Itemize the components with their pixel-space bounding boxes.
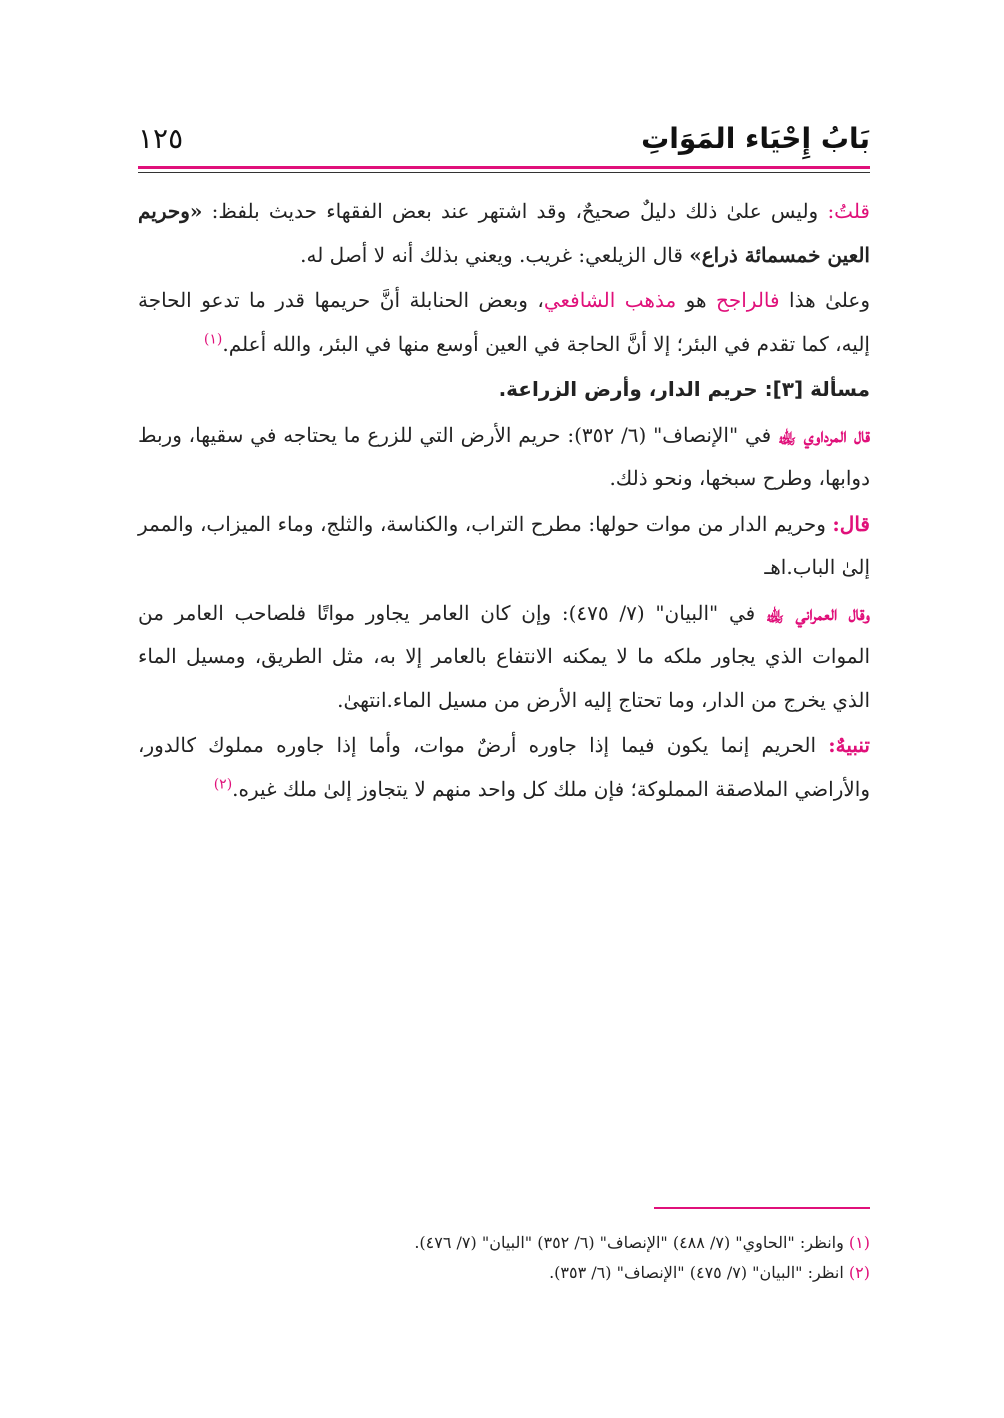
paragraph-6: [138, 724, 870, 811]
paragraph-4: [138, 503, 870, 590]
imrani-label: وقال العمراني ﵀: [765, 600, 870, 625]
paragraph-2-text: ، وبعض الحنابلة أنَّ حريمها قدر ما تدعو الحاجة إليه، كما تقدم في البئر؛ إلا أنَّ الحاجة في العين أوسع منها في البئر، والله أعلم.: [138, 288, 870, 356]
footnotes: [138, 1228, 870, 1288]
question-heading: [138, 368, 870, 412]
header-rule-dark: [138, 172, 870, 173]
paragraph-3: [138, 414, 870, 501]
paragraph-2: [138, 279, 870, 366]
footnote-2-number: (٢): [848, 1263, 870, 1282]
footnote-ref-1[interactable]: (١): [203, 330, 223, 347]
paragraph-2-is: هو: [676, 288, 716, 312]
paragraph-4-text: وحريم الدار من موات حولها: مطرح التراب، والكناسة، والثلج، وماء الميزاب، والممر إلىٰ الباب.اهـ: [138, 511, 870, 579]
paragraph-2-lead: وعلىٰ هذا: [779, 288, 871, 312]
paragraph-1: [138, 190, 870, 277]
chapter-title: بَابُ إِحْيَاء المَوَاتِ: [641, 122, 870, 155]
question-label: مسألة [٣]:: [764, 377, 870, 401]
paragraph-3-text: في "الإنصاف" (٦/ ٣٥٢): حريم الأرض التي للزرع ما يحتاجه في سقيها، وربط دوابها، وطرح سبخها، ونحو ذلك.: [138, 422, 870, 490]
footnote-2: [138, 1258, 870, 1288]
footnote-ref-2[interactable]: (٢): [213, 775, 233, 792]
question-title: حريم الدار، وأرض الزراعة.: [498, 377, 765, 401]
paragraph-1-text: وليس علىٰ ذلك دليلٌ صحيحٌ، وقد اشتهر عند بعض الفقهاء حديث بلفظ:: [202, 199, 828, 223]
footnote-separator: [654, 1207, 870, 1209]
footnote-1: [138, 1228, 870, 1258]
notice-label: تنبيهٌ:: [828, 733, 870, 757]
madhhab-label: مذهب الشافعي: [543, 288, 677, 312]
preferred-label: فالراجح: [715, 288, 780, 312]
mardawi-label: قال المرداوي ﵀: [778, 422, 871, 447]
footnote-2-text: انظر: "البيان" (٧/ ٤٧٥) "الإنصاف" (٦/ ٣٥٣).: [549, 1263, 849, 1282]
footnote-1-text: وانظر: "الحاوي" (٧/ ٤٨٨) "الإنصاف" (٦/ ٣٥٢) "البيان" (٧/ ٤٧٦).: [414, 1233, 849, 1252]
paragraph-6-text: الحريم إنما يكون فيما إذا جاوره أرضٌ موات، وأما إذا جاوره مملوك كالدور، والأراضي الملاصقة المملوكة؛ فإن ملك كل واحد منهم لا يتجاوز إلىٰ ملك غيره.: [138, 733, 870, 801]
body-text: [138, 190, 870, 813]
hadith-quote: «وحريم العين خمسمائة ذراع»: [138, 199, 870, 267]
header-rule-accent: [138, 166, 870, 169]
page-number: ١٢٥: [138, 122, 184, 155]
page-header: [138, 122, 870, 170]
said-label: قلتُ:: [827, 199, 870, 223]
qal-label: قال:: [832, 511, 870, 536]
footnote-1-number: (١): [848, 1233, 870, 1252]
paragraph-5-text: في "البيان" (٧/ ٤٧٥): وإن كان العامر يجاور مواتًا فلصاحب العامر من الموات الذي يجاور ملكه ما لا يمكنه الانتفاع بالعامر إلا به، مثل الطريق، ومسيل الماء الذي يخرج من الدار، وما تحتاج إليه الأرض من مسيل الماء.انتهىٰ.: [138, 600, 870, 712]
paragraph-1-tail: قال الزيلعي: غريب. ويعني بذلك أنه لا أصل له.: [300, 242, 690, 267]
paragraph-5: [138, 592, 870, 723]
